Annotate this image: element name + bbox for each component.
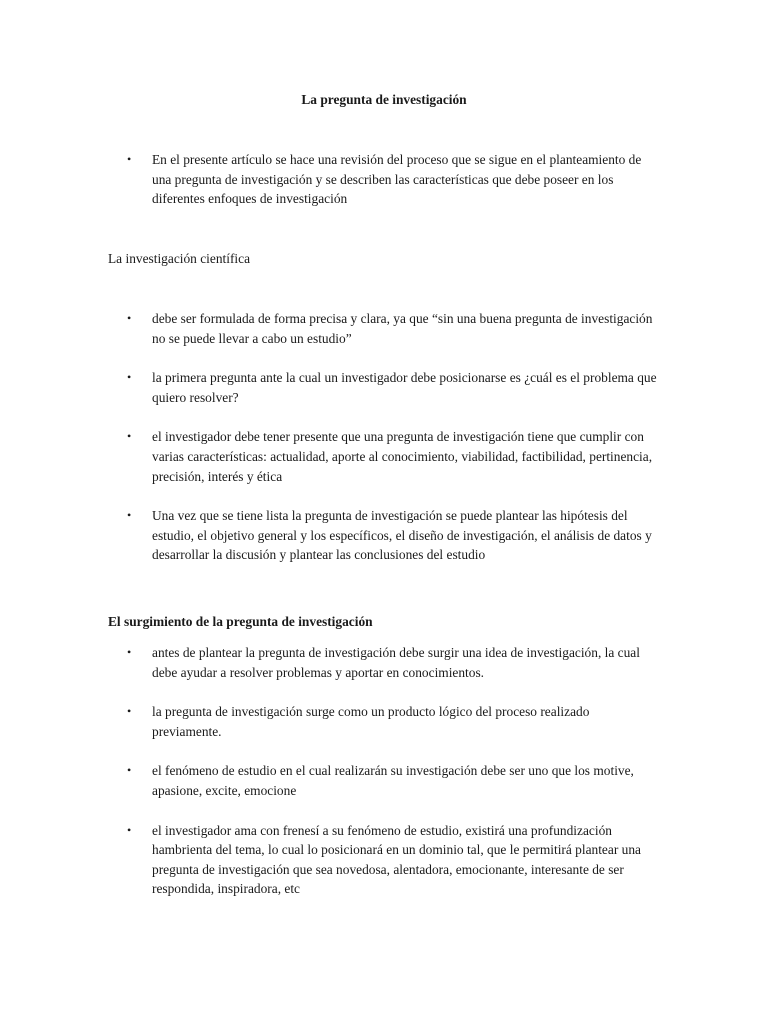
bullet-icon: • (127, 704, 132, 719)
section2-bullet-list (0, 643, 768, 899)
bullet-icon: • (127, 822, 132, 837)
list-item (0, 368, 662, 407)
list-item-text: En el presente artículo se hace una revisión del proceso que se sigue en el planteamiento de una pregunta de investigación y se describen las características que debe poseer en los diferentes enfoques de investigación (152, 152, 642, 207)
bullet-icon: • (127, 508, 132, 523)
list-item-text: Una vez que se tiene lista la pregunta de investigación se puede plantear las hipótesis del estudio, el objetivo general y los específicos, el diseño de investigación, el análisis de datos y desarrollar la discusión y plantear las conclusiones del estudio (152, 508, 652, 563)
list-item-text: el investigador debe tener presente que una pregunta de investigación tiene que cumplir con varias características: actualidad, aporte al conocimiento, viabilidad, factibilidad, pertinencia, precisión, interés y ética (152, 429, 653, 484)
list-item (0, 150, 662, 209)
list-item (0, 506, 662, 565)
section-heading-investigacion-cientifica: La investigación científica (108, 251, 251, 266)
list-item-text: antes de plantear la pregunta de investigación debe surgir una idea de investigación, la cual debe ayudar a resolver problemas y aportar en conocimientos. (152, 645, 640, 680)
bullet-icon: • (127, 645, 132, 659)
bullet-icon: • (127, 370, 132, 385)
list-item (0, 643, 662, 682)
list-item (0, 821, 662, 899)
list-item-text: la primera pregunta ante la cual un investigador debe posicionarse es ¿cuál es el problema que quiero resolver? (152, 370, 657, 405)
list-item (0, 309, 662, 348)
list-item-text: el investigador ama con frenesí a su fenómeno de estudio, existirá una profundización hambrienta del tema, lo cual lo posicionará en un dominio tal, que le permitirá plantear una pregunta de investigación que sea novedosa, alentadora, emocionante, interesante de ser respondida, inspiradora, etc (152, 822, 641, 897)
list-item (0, 427, 662, 486)
bullet-icon: • (127, 429, 132, 444)
bullet-icon: • (127, 311, 132, 325)
list-item-text: debe ser formulada de forma precisa y clara, ya que “sin una buena pregunta de investigación no se puede llevar a cabo un estudio” (152, 311, 653, 346)
list-item (0, 761, 662, 800)
bullet-icon: • (127, 763, 132, 778)
list-item-text: la pregunta de investigación surge como un producto lógico del proceso realizado previamente. (152, 704, 590, 739)
section-heading-surgimiento: El surgimiento de la pregunta de investigación (108, 614, 373, 629)
section1-bullet-list (0, 309, 768, 565)
list-item-text: el fenómeno de estudio en el cual realizarán su investigación debe ser uno que los motive, apasione, excite, emocione (152, 763, 634, 798)
document-title: La pregunta de investigación (301, 92, 467, 107)
intro-bullet-list (0, 150, 768, 209)
bullet-icon: • (127, 152, 132, 166)
list-item (0, 702, 662, 741)
